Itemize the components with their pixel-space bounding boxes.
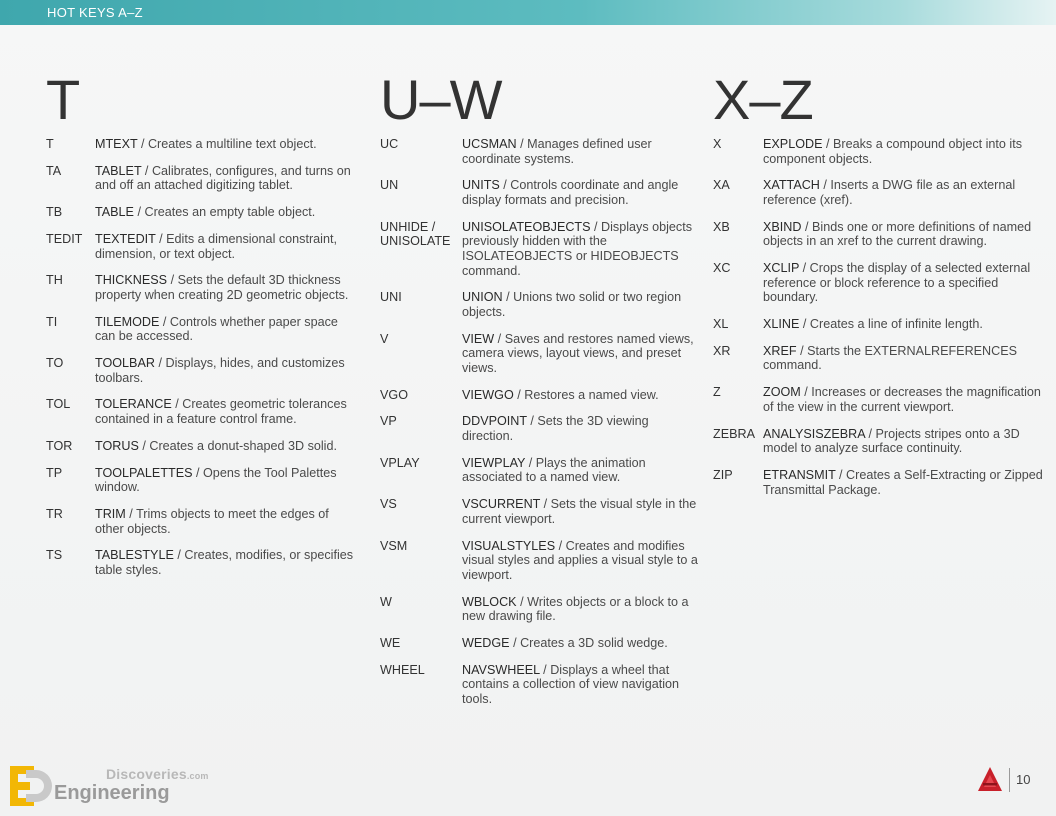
command-name: WEDGE — [462, 635, 510, 650]
hotkey-entry — [713, 317, 1043, 332]
command-description: Breaks a compound object into its component objects. — [763, 137, 1023, 166]
command-name: TABLET — [95, 163, 142, 178]
column-x-z — [713, 68, 1043, 509]
hotkey-key: VGO — [380, 387, 408, 402]
command-name: ETRANSMIT — [763, 468, 836, 482]
header-bar — [0, 0, 1056, 25]
hotkey-description: DDVPOINT / Sets the 3D viewing direction. — [462, 414, 649, 444]
hotkey-description: TABLESTYLE / Creates, modifies, or specifies table styles. — [95, 548, 354, 577]
command-name: TABLESTYLE — [95, 548, 174, 563]
command-name: TABLE — [95, 205, 134, 220]
command-description: Creates an empty table object. — [144, 205, 316, 220]
hotkey-key: TP — [46, 465, 63, 480]
hotkey-entry — [46, 507, 356, 536]
command-description: Creates, modifies, or specifies table styles. — [95, 548, 354, 577]
hotkey-description: TILEMODE / Controls whether paper space can be accessed. — [95, 314, 338, 344]
hotkey-key: ZEBRA — [713, 426, 755, 441]
hotkey-description: TOOLPALETTES / Opens the Tool Palettes window. — [95, 465, 337, 495]
command-name: EXPLODE — [763, 137, 823, 151]
hotkey-description: UNION / Unions two solid or two region objects. — [462, 290, 682, 319]
hotkey-entry — [46, 315, 356, 344]
hotkey-entry — [46, 232, 356, 261]
command-name: ZOOM — [763, 385, 801, 400]
column-u-w — [380, 68, 700, 719]
hotkey-description: TABLE / Creates an empty table object. — [95, 205, 316, 220]
command-description: Creates a donut-shaped 3D solid. — [149, 438, 337, 453]
hotkey-key: TR — [46, 506, 63, 521]
hotkey-description: TOOLBAR / Displays, hides, and customizes toolbars. — [95, 356, 345, 385]
hotkey-key: VSM — [380, 538, 408, 553]
command-description: Manages defined user coordinate systems. — [462, 137, 652, 166]
hotkey-key: UC — [380, 137, 399, 151]
entry-list — [713, 137, 1043, 497]
hotkey-key: TH — [46, 273, 63, 288]
command-name: VSCURRENT — [462, 497, 541, 512]
command-description: Creates a multiline text object. — [147, 137, 317, 151]
command-name: XLINE — [763, 317, 800, 332]
command-name: VIEWGO — [462, 387, 514, 402]
command-name: UNION — [462, 290, 503, 305]
command-description: Controls whether paper space can be accessed. — [95, 314, 338, 344]
command-name: UNITS — [462, 178, 500, 193]
command-name: ANALYSISZEBRA — [763, 426, 865, 441]
hotkey-entry — [46, 439, 356, 454]
command-description: Sets the default 3D thickness property when creating 2D geometric objects. — [95, 273, 349, 302]
column-t — [46, 68, 356, 590]
entry-list — [380, 137, 700, 706]
hotkey-description: UNITS / Controls coordinate and angle display formats and precision. — [462, 178, 679, 207]
command-description: Displays objects previously hidden with the ISOLATEOBJECTS or HIDEOBJECTS command. — [462, 219, 693, 278]
hotkey-entry — [380, 663, 700, 707]
hotkey-key: TO — [46, 356, 64, 371]
command-description: Trims objects to meet the edges of other objects. — [95, 506, 329, 536]
hotkey-description: TRIM / Trims objects to meet the edges of other objects. — [95, 506, 329, 536]
command-description: Plays the animation associated to a named view. — [462, 455, 646, 485]
command-description: Creates a line of infinite length. — [809, 317, 983, 332]
hotkey-key: ZIP — [713, 468, 733, 482]
hotkey-entry — [46, 137, 356, 152]
command-description: Displays, hides, and customizes toolbars. — [95, 356, 345, 385]
command-description: Sets the visual style in the current viewport. — [462, 497, 697, 526]
command-name: WBLOCK — [462, 594, 517, 609]
command-name: TORUS — [95, 438, 139, 453]
hotkey-description: ANALYSISZEBRA / Projects stripes onto a 3D model to analyze surface continuity. — [763, 426, 1020, 456]
command-description: Writes objects or a block to a new drawing file. — [462, 594, 689, 624]
hotkey-description: TABLET / Calibrates, configures, and turns on and off an attached digitizing tablet. — [95, 163, 351, 193]
ed-logo-icon — [10, 766, 52, 806]
hotkey-entry — [380, 178, 700, 207]
hotkey-entry — [46, 356, 356, 385]
hotkey-key: VS — [380, 497, 397, 512]
hotkey-key: W — [380, 594, 392, 609]
hotkey-key: XA — [713, 178, 730, 193]
hotkey-description: XBIND / Binds one or more definitions of named objects in an xref to the current drawing. — [763, 219, 1032, 249]
command-description: Opens the Tool Palettes window. — [95, 465, 337, 495]
hotkey-description: WEDGE / Creates a 3D solid wedge. — [462, 635, 668, 650]
command-name: THICKNESS — [95, 273, 168, 288]
command-name: XCLIP — [763, 261, 800, 276]
hotkey-entry — [380, 595, 700, 624]
hotkey-description: VIEWGO / Restores a named view. — [462, 387, 659, 402]
engineering-discoveries-logo — [10, 764, 240, 808]
command-description: Creates a Self-Extracting or Zipped Transmittal Package. — [763, 468, 1043, 497]
hotkey-entry — [380, 414, 700, 443]
hotkey-description: XCLIP / Crops the display of a selected external reference or block reference to a specified boundary. — [763, 261, 1031, 305]
hotkey-key: XC — [713, 261, 731, 276]
hotkey-description: NAVSWHEEL / Displays a wheel that contains a collection of view navigation tools. — [462, 662, 680, 706]
hotkey-entry — [46, 164, 356, 193]
command-description: Inserts a DWG file as an external reference (xref). — [763, 178, 1016, 207]
hotkey-description: ETRANSMIT / Creates a Self-Extracting or Zipped Transmittal Package. — [763, 468, 1043, 497]
command-description: Saves and restores named views, camera views, layout views, and preset views. — [462, 331, 694, 375]
hotkey-description: UCSMAN / Manages defined user coordinate systems. — [462, 137, 652, 166]
command-description: Calibrates, configures, and turns on and off an attached digitizing tablet. — [95, 163, 351, 193]
hotkey-description: XATTACH / Inserts a DWG file as an external reference (xref). — [763, 178, 1016, 207]
command-description: Starts the EXTERNALREFERENCES command. — [763, 343, 1018, 373]
command-name: VIEW — [462, 331, 495, 346]
hotkey-description: WBLOCK / Writes objects or a block to a new drawing file. — [462, 594, 689, 624]
hotkey-entry — [380, 220, 700, 278]
hotkey-key: V — [380, 331, 389, 346]
command-name: UCSMAN — [462, 137, 517, 151]
command-description: Creates a 3D solid wedge. — [520, 635, 668, 650]
command-description: Restores a named view. — [524, 387, 659, 402]
hotkey-key: T — [46, 137, 54, 151]
section-heading: U–W — [380, 68, 502, 131]
command-name: NAVSWHEEL — [462, 662, 540, 677]
hotkey-description: VIEW / Saves and restores named views, camera views, layout views, and preset views. — [462, 331, 694, 375]
hotkey-description: TEXTEDIT / Edits a dimensional constraint, dimension, or text object. — [95, 231, 337, 261]
logo-text-bottom: Engineering — [54, 782, 170, 804]
hotkey-key: XB — [713, 219, 730, 234]
command-name: TOOLPALETTES — [95, 465, 193, 480]
hotkey-key: TOR — [46, 438, 73, 453]
hotkey-entry — [380, 497, 700, 526]
hotkey-entry — [713, 385, 1043, 414]
command-description: Increases or decreases the magnification of the view in the current viewport. — [763, 385, 1041, 414]
command-name: UNISOLATEOBJECTS — [462, 219, 591, 234]
hotkey-key: TA — [46, 163, 62, 178]
command-name: VIEWPLAY — [462, 455, 526, 470]
hotkey-entry — [380, 290, 700, 319]
command-description: Binds one or more definitions of named objects in an xref to the current drawing. — [763, 219, 1032, 249]
command-name: TOLERANCE — [95, 397, 172, 412]
hotkey-description: TORUS / Creates a donut-shaped 3D solid. — [95, 438, 337, 453]
hotkey-entry — [713, 220, 1043, 249]
hotkey-key: TI — [46, 314, 58, 329]
hotkey-key: XR — [713, 343, 731, 358]
hotkey-description: UNISOLATEOBJECTS / Displays objects previously hidden with the ISOLATEOBJECTS or HIDEOBJECTS command. — [462, 219, 693, 278]
hotkey-entry — [380, 636, 700, 651]
hotkey-entry — [380, 388, 700, 403]
hotkey-description: EXPLODE / Breaks a compound object into its component objects. — [763, 137, 1023, 166]
command-description: Creates geometric tolerances contained in a feature control frame. — [95, 397, 347, 427]
hotkey-key: UNHIDE / UNISOLATE — [380, 219, 451, 249]
hotkey-key: UNI — [380, 290, 402, 305]
command-description: Controls coordinate and angle display formats and precision. — [462, 178, 679, 207]
hotkey-description: VIEWPLAY / Plays the animation associated to a named view. — [462, 455, 646, 485]
hotkey-description: TOLERANCE / Creates geometric tolerances contained in a feature control frame. — [95, 397, 347, 427]
hotkey-entry — [713, 427, 1043, 456]
hotkey-key: Z — [713, 385, 721, 400]
command-name: TEXTEDIT — [95, 231, 156, 246]
hotkey-description: MTEXT / Creates a multiline text object. — [95, 137, 317, 151]
hotkey-key: TOL — [46, 397, 71, 412]
command-name: TOOLBAR — [95, 356, 155, 371]
command-name: VISUALSTYLES — [462, 538, 556, 553]
command-name: MTEXT — [95, 137, 138, 151]
hotkey-description: XLINE / Creates a line of infinite length. — [763, 317, 983, 332]
hotkey-key: TB — [46, 205, 63, 220]
hotkey-key: VPLAY — [380, 455, 420, 470]
logo-text-top: Discoveries.com — [106, 766, 209, 782]
hotkey-entry — [713, 344, 1043, 373]
header-title: HOT KEYS A–Z — [47, 5, 143, 20]
command-name: XATTACH — [763, 178, 820, 193]
command-description: Sets the 3D viewing direction. — [462, 414, 649, 444]
command-description: Creates and modifies visual styles and applies a visual style to a viewport. — [462, 538, 698, 582]
command-description: Unions two solid or two region objects. — [462, 290, 682, 319]
autodesk-a-icon — [977, 766, 1003, 792]
command-description: Crops the display of a selected external reference or block reference to a specified boundary. — [763, 261, 1031, 305]
hotkey-entry — [380, 539, 700, 583]
hotkey-entry — [380, 456, 700, 485]
hotkey-key: XL — [713, 317, 729, 332]
hotkey-description: THICKNESS / Sets the default 3D thickness property when creating 2D geometric objects. — [95, 273, 349, 302]
hotkey-entry — [713, 137, 1043, 166]
hotkey-description: VSCURRENT / Sets the visual style in the current viewport. — [462, 497, 697, 526]
command-description: Edits a dimensional constraint, dimension, or text object. — [95, 231, 337, 261]
hotkey-entry — [380, 332, 700, 376]
hotkey-entry — [46, 548, 356, 577]
command-name: XBIND — [763, 219, 802, 234]
hotkey-entry — [46, 466, 356, 495]
hotkey-key: X — [713, 137, 722, 151]
section-heading: T — [46, 68, 80, 131]
hotkey-key: TEDIT — [46, 231, 83, 246]
hotkey-description: VISUALSTYLES / Creates and modifies visual styles and applies a visual style to a viewport. — [462, 538, 698, 582]
hotkey-entry — [46, 397, 356, 426]
hotkey-key: WE — [380, 635, 401, 650]
hotkey-entry — [46, 205, 356, 220]
hotkey-key: UN — [380, 178, 399, 193]
hotkey-entry — [380, 137, 700, 166]
hotkey-key: VP — [380, 414, 397, 429]
hotkey-description: XREF / Starts the EXTERNALREFERENCES command. — [763, 343, 1018, 373]
command-name: XREF — [763, 343, 797, 358]
section-heading: X–Z — [713, 68, 813, 131]
command-name: DDVPOINT — [462, 414, 527, 429]
hotkey-key: TS — [46, 548, 63, 563]
command-name: TILEMODE — [95, 314, 160, 329]
entry-list — [46, 137, 356, 578]
command-name: TRIM — [95, 506, 126, 521]
hotkey-entry — [713, 261, 1043, 305]
hotkey-key: WHEEL — [380, 662, 425, 677]
command-description: Displays a wheel that contains a collection of view navigation tools. — [462, 662, 680, 706]
hotkey-entry — [46, 273, 356, 302]
hotkey-entry — [713, 178, 1043, 207]
command-description: Projects stripes onto a 3D model to analyze surface continuity. — [763, 426, 1020, 456]
hotkey-entry — [713, 468, 1043, 497]
page-divider — [1009, 768, 1010, 792]
hotkey-description: ZOOM / Increases or decreases the magnification of the view in the current viewport. — [763, 385, 1041, 414]
page-number: 10 — [1016, 772, 1031, 787]
